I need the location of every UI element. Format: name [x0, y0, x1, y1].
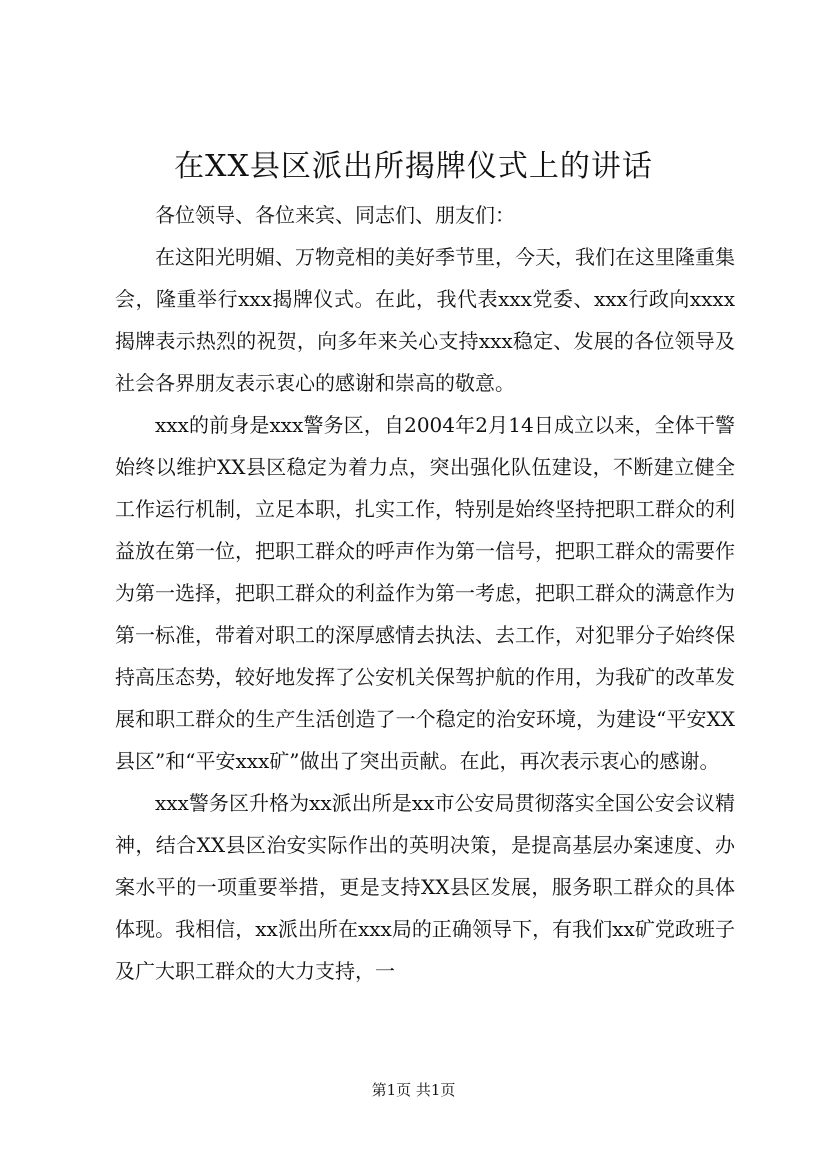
- paragraph-3: xxx警务区升格为xx派出所是xx市公安局贯彻落实全国公安会议精神，结合XX县区治安实际作出的英明决策，是提高基层办案速度、办案水平的一项重要举措，更是支持XX县区发展，服务职工群众的具体体现。我相信，xx派出所在xxx局的正确领导下，有我们xx矿党政班子及广大职工群众的大力支持，一: [115, 791, 735, 983]
- page-number-footer: 第1页 共1页: [371, 1081, 456, 1099]
- document-title: 在XX县区派出所揭牌仪式上的讲话: [174, 149, 653, 184]
- greeting-line: 各位领导、各位来宾、同志们、朋友们：: [155, 203, 515, 227]
- document-body: [115, 194, 735, 992]
- paragraph-1: 在这阳光明媚、万物竞相的美好季节里，今天，我们在这里隆重集会，隆重举行xxx揭牌仪式。在此，我代表xxx党委、xxx行政向xxxx揭牌表示热烈的祝贺，向多年来关心支持xxx稳定、发展的各位领导及社会各界朋友表示衷心的感谢和崇高的敬意。: [115, 245, 735, 395]
- paragraph-2: xxx的前身是xxx警务区，自2004年2月14日成立以来，全体干警始终以维护XX县区稳定为着力点，突出强化队伍建设，不断建立健全工作运行机制，立足本职，扎实工作，特别是始终坚持把职工群众的利益放在第一位，把职工群众的呼声作为第一信号，把职工群众的需要作为第一选择，把职工群众的利益作为第一考虑，把职工群众的满意作为第一标准，带着对职工的深厚感情去执法、去工作，对犯罪分子始终保持高压态势，较好地发挥了公安机关保驾护航的作用，为我矿的改革发展和职工群众的生产生活创造了一个稳定的治安环境，为建设“平安XX县区”和“平安xxx矿”做出了突出贡献。在此，再次表示衷心的感谢。: [115, 413, 735, 773]
